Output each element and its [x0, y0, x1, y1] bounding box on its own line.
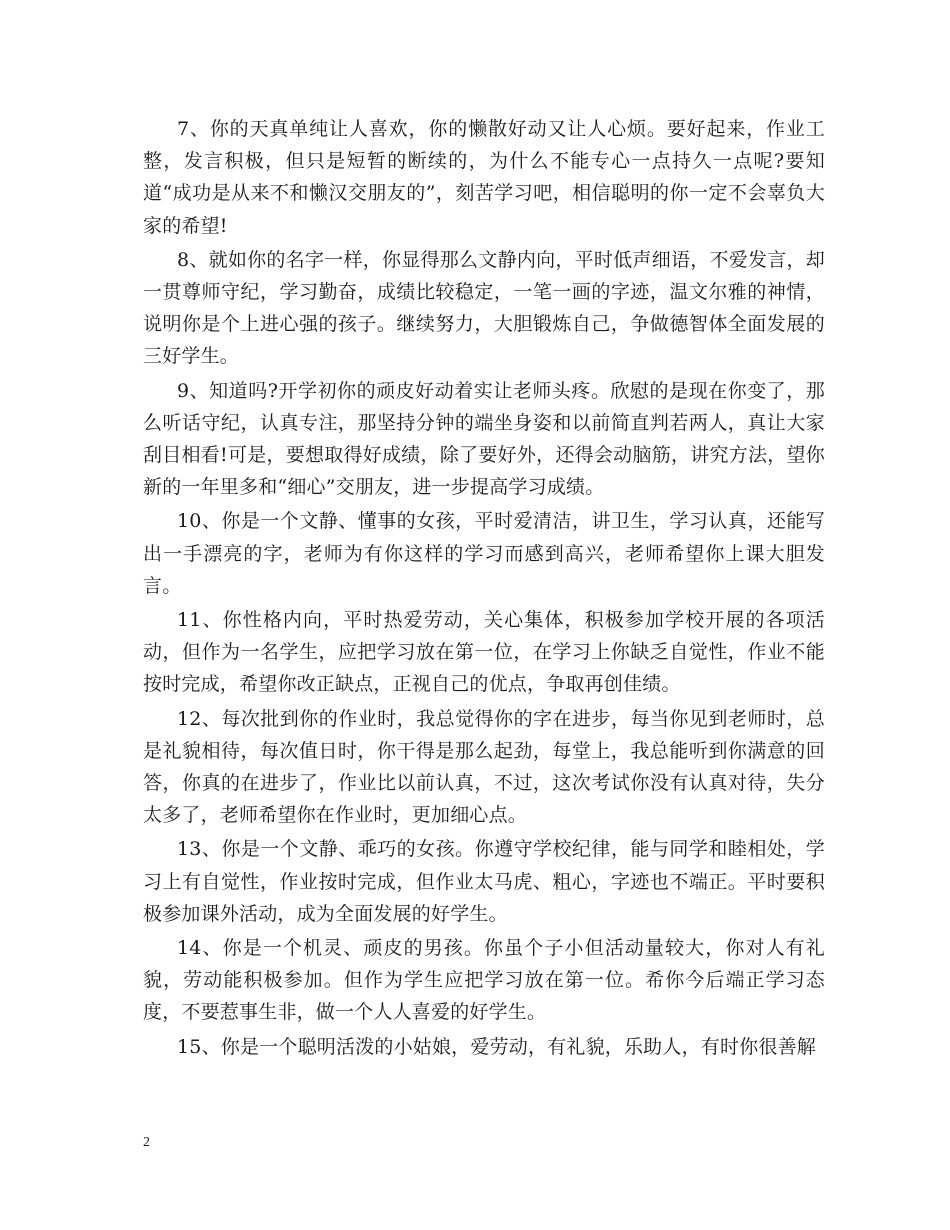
- paragraph-11: 11、你性格内向，平时热爱劳动，关心集体，积极参加学校开展的各项活动，但作为一名学生，应把学习放在第一位，在学习上你缺乏自觉性，作业不能按时完成，希望你改正缺点，正视自己的优点，争取再创佳绩。: [143, 609, 825, 696]
- document-body: [143, 113, 825, 1065]
- paragraph-9: 9、知道吗?开学初你的顽皮好动着实让老师头疼。欣慰的是现在你变了，那么听话守纪，认真专注，那坚持分钟的端坐身姿和以前简直判若两人，真让大家刮目相看!可是，要想取得好成绩，除了要好外，还得会动脑筋，讲究方法，望你新的一年里多和“细心”交朋友，进一步提高学习成绩。: [143, 379, 825, 499]
- paragraph-8: 8、就如你的名字一样，你显得那么文静内向，平时低声细语，不爱发言，却一贯尊师守纪，学习勤奋，成绩比较稳定，一笔一画的字迹，温文尔雅的神情，说明你是个上进心强的孩子。继续努力，大胆锻炼自己，争做德智体全面发展的三好学生。: [143, 248, 825, 368]
- paragraph-10: 10、你是一个文静、懂事的女孩，平时爱清洁，讲卫生，学习认真，还能写出一手漂亮的字，老师为有你这样的学习而感到高兴，老师希望你上课大胆发言。: [143, 510, 825, 597]
- paragraph-7: 7、你的天真单纯让人喜欢，你的懒散好动又让人心烦。要好起来，作业工整，发言积极，但只是短暂的断续的，为什么不能专心一点持久一点呢?要知道“成功是从来不和懒汉交朋友的”，刻苦学习吧，相信聪明的你一定不会辜负大家的希望!: [143, 118, 825, 237]
- paragraph-12: 12、每次批到你的作业时，我总觉得你的字在进步，每当你见到老师时，总是礼貌相待，每次值日时，你干得是那么起劲，每堂上，我总能听到你满意的回答，你真的在进步了，作业比以前认真，不过，这次考试你没有认真对待，失分太多了，老师希望你在作业时，更加细心点。: [143, 707, 825, 827]
- page-number: 2: [143, 1135, 150, 1150]
- paragraph-14: 14、你是一个机灵、顽皮的男孩。你虽个子小但活动量较大，你对人有礼貌，劳动能积极参加。但作为学生应把学习放在第一位。希你今后端正学习态度，不要惹事生非，做一个人人喜爱的好学生。: [143, 937, 825, 1024]
- paragraph-13: 13、你是一个文静、乖巧的女孩。你遵守学校纪律，能与同学和睦相处，学习上有自觉性，作业按时完成，但作业太马虎、粗心，字迹也不端正。平时要积极参加课外活动，成为全面发展的好学生。: [143, 838, 825, 925]
- paragraph-15: 15、你是一个聪明活泼的小姑娘，爱劳动，有礼貌，乐助人，有时你很善解: [177, 1035, 816, 1058]
